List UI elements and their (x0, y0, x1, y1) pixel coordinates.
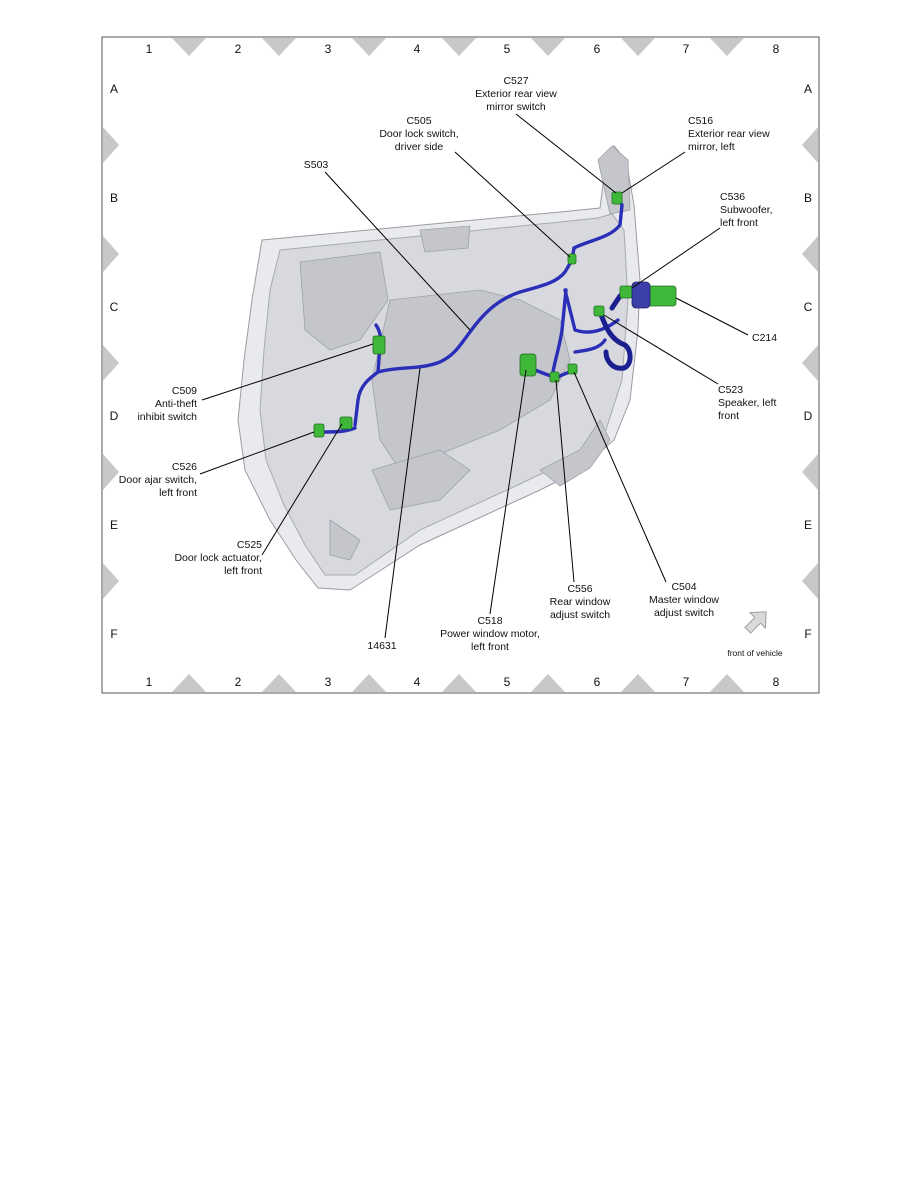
grid-col-label: 2 (234, 42, 242, 56)
grid-row-label: A (803, 82, 813, 96)
callout-desc: left front (720, 217, 758, 229)
callout-desc: adjust switch (549, 609, 611, 621)
callout-s503 (304, 159, 329, 171)
grid-row-label: E (803, 518, 813, 532)
callout-desc: Door ajar switch, (118, 474, 197, 486)
connector-c536 (620, 286, 632, 298)
callout-desc: Exterior rear view (688, 128, 770, 140)
orientation-label: front of vehicle (727, 648, 783, 658)
grid-col-label: 8 (772, 42, 780, 56)
callout-code: C516 (688, 115, 714, 127)
callout-code: C523 (718, 384, 744, 396)
callout-desc: Anti-theft (154, 398, 197, 410)
grid-col-label: 7 (682, 675, 690, 689)
callout-desc: front (718, 410, 740, 422)
callout-code: C505 (406, 115, 432, 127)
grid-col-label: 5 (503, 42, 511, 56)
callout-desc: inhibit switch (137, 411, 197, 423)
grid-row-label: F (804, 627, 812, 641)
callout-c214 (752, 332, 777, 344)
connector-c526 (314, 424, 324, 437)
callout-code: S503 (303, 159, 329, 171)
grid-col-label: 4 (413, 675, 421, 689)
connector-c556 (550, 372, 559, 382)
callout-desc: Subwoofer, (720, 204, 773, 216)
callout-code: C525 (236, 539, 262, 551)
callout-desc: left front (159, 487, 197, 499)
grid-row-label: E (109, 518, 119, 532)
callout-code: C526 (171, 461, 197, 473)
grid-col-label: 6 (593, 675, 601, 689)
grid-col-label: 2 (234, 675, 242, 689)
callout-desc: left front (224, 565, 262, 577)
grid-col-label: 3 (324, 42, 332, 56)
grid-col-label: 5 (503, 675, 511, 689)
callout-code: C536 (720, 191, 746, 203)
grid-row-label: B (109, 191, 119, 205)
grid-col-label: 6 (593, 42, 601, 56)
connector-c525 (340, 417, 352, 429)
callout-14631 (367, 640, 396, 652)
grid-col-label: 7 (682, 42, 690, 56)
grid-col-label: 4 (413, 42, 421, 56)
callout-desc: Exterior rear view (475, 88, 557, 100)
callout-desc: Power window motor, (440, 628, 540, 640)
callout-desc: driver side (394, 141, 444, 153)
grid-row-label: A (109, 82, 119, 96)
callout-code: C556 (567, 583, 593, 595)
grid-row-label: D (803, 409, 813, 423)
callout-desc: Rear window (549, 596, 611, 608)
connector-c504 (568, 364, 577, 374)
connector-c509 (373, 336, 385, 354)
connector-c527 (612, 192, 622, 204)
grid-row-label: C (803, 300, 813, 314)
grid-col-label: 1 (145, 675, 153, 689)
callout-code: C214 (752, 332, 778, 344)
callout-code: C504 (671, 581, 697, 593)
callout-code: 14631 (367, 640, 397, 652)
connector-c505 (568, 254, 576, 264)
callout-code: C509 (171, 385, 197, 397)
connector-c518 (520, 354, 536, 376)
grid-col-label: 8 (772, 675, 780, 689)
callout-desc: mirror, left (688, 141, 735, 153)
grid-row-label: F (110, 627, 118, 641)
callout-code: C527 (503, 75, 529, 87)
callout-code: C518 (477, 615, 503, 627)
callout-desc: Speaker, left (718, 397, 777, 409)
callout-desc: mirror switch (486, 101, 546, 113)
callout-desc: left front (471, 641, 509, 653)
callout-desc: adjust switch (653, 607, 715, 619)
connector-c214 (646, 286, 676, 306)
callout-desc: Door lock switch, (379, 128, 459, 140)
callout-desc: Door lock actuator, (174, 552, 262, 564)
grid-row-label: C (109, 300, 119, 314)
connector-c523 (594, 306, 604, 316)
callout-desc: Master window (648, 594, 720, 606)
grid-row-label: B (803, 191, 813, 205)
grid-col-label: 3 (324, 675, 332, 689)
grid-col-label: 1 (145, 42, 153, 56)
grid-row-label: D (109, 409, 119, 423)
